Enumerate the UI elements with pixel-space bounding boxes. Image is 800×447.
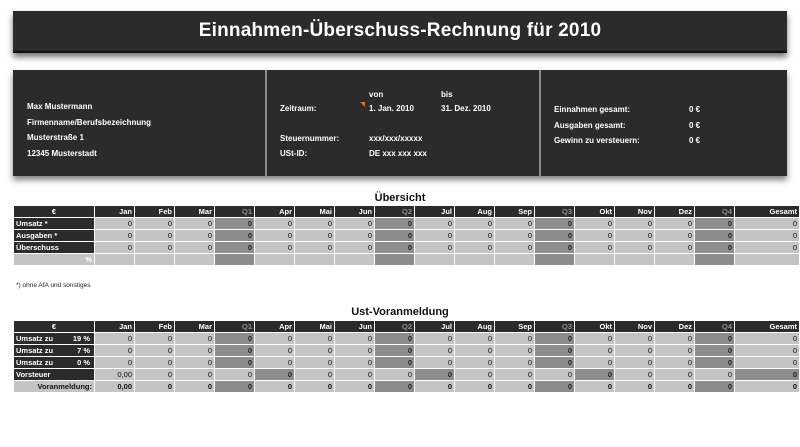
percent-cell [415,254,454,265]
header-row [14,206,799,217]
value-cell: 0 [215,333,254,344]
value-cell[interactable]: 0 [415,357,454,368]
value-cell[interactable]: 0 [175,218,214,229]
value-cell[interactable]: 0 [455,230,494,241]
ust-table [13,320,800,393]
value-cell[interactable]: 0 [95,333,134,344]
value-cell[interactable]: 0 [575,218,614,229]
voranmeldung-cell: 0 [335,381,374,392]
value-cell: 0 [735,218,799,229]
comment-marker-icon [360,102,365,107]
ustid-value[interactable]: DE xxx xxx xxx [369,149,427,158]
value-cell[interactable]: 0 [655,333,694,344]
row-label-text: Umsatz zu [16,358,54,367]
ustid-label: USt-ID: [280,149,308,158]
header-info-panel [13,70,787,176]
voranmeldung-cell: 0 [495,381,534,392]
value-cell[interactable]: 0 [255,345,294,356]
value-cell[interactable]: 0 [615,333,654,344]
value-cell[interactable]: 0 [295,369,334,380]
value-cell[interactable]: 0 [575,242,614,253]
value-cell[interactable]: 0 [95,357,134,368]
value-cell[interactable]: 0 [335,230,374,241]
value-cell: 0 [695,242,734,253]
value-cell[interactable]: 0 [455,369,494,380]
value-cell[interactable]: 0 [135,345,174,356]
column-header: Feb [135,206,174,217]
value-cell[interactable]: 0 [615,357,654,368]
value-cell: 0 [735,242,799,253]
column-header: Jun [335,321,374,332]
column-header: Q3 [535,321,574,332]
row-label [14,345,94,356]
value-cell[interactable]: 0 [575,230,614,241]
value-cell: 0 [375,333,414,344]
column-header: Q1 [215,321,254,332]
column-header: Q3 [535,206,574,217]
percent-cell [655,254,694,265]
ust-title: Ust-Voranmeldung [351,306,449,318]
table-row [14,369,799,380]
value-cell: 0 [375,230,414,241]
value-cell[interactable]: 0 [255,230,294,241]
table-row [14,242,799,253]
einnahmen-label: Einnahmen gesamt: [554,105,631,114]
value-cell[interactable]: 0 [255,242,294,253]
company-city[interactable]: 12345 Musterstadt [27,149,97,158]
value-cell[interactable]: 0 [135,242,174,253]
value-cell[interactable]: 0 [135,230,174,241]
value-cell[interactable]: 0 [255,218,294,229]
value-cell[interactable]: 0 [375,369,414,380]
column-header: Q2 [375,206,414,217]
tax-rate: 0 % [77,358,90,367]
value-cell: 0 [735,357,799,368]
column-header: Mar [175,321,214,332]
column-header: Sep [495,321,534,332]
steuernummer-label: Steuernummer: [280,134,340,143]
value-cell[interactable]: 0 [615,369,654,380]
value-cell[interactable]: 0 [455,218,494,229]
value-cell: 0 [215,230,254,241]
row-label: Umsatz * [14,218,94,229]
value-cell[interactable]: 0 [495,230,534,241]
table-row [14,333,799,344]
table-row [14,230,799,241]
column-header: Gesamt [735,206,799,217]
value-cell[interactable]: 0 [95,345,134,356]
value-cell[interactable]: 0 [655,369,694,380]
voranmeldung-row [14,381,799,392]
zeitraum-label: Zeitraum: [280,104,317,113]
percent-cell [695,254,734,265]
voranmeldung-cell: 0 [255,381,294,392]
value-cell[interactable]: 0 [495,345,534,356]
row-label-text: Umsatz zu [16,334,54,343]
column-header: Nov [615,206,654,217]
value-cell: 0 [735,230,799,241]
value-cell[interactable]: 0 [95,242,134,253]
value-cell[interactable]: 0 [455,333,494,344]
percent-cell [615,254,654,265]
column-header: € [14,206,94,217]
value-cell: 0 [415,369,454,380]
column-header: Aug [455,206,494,217]
gewinn-value: 0 € [689,136,701,145]
value-cell[interactable]: 0 [335,218,374,229]
value-cell[interactable]: 0 [295,345,334,356]
value-cell[interactable]: 0 [415,230,454,241]
value-cell[interactable]: 0 [295,333,334,344]
voranmeldung-cell: 0 [455,381,494,392]
voranmeldung-cell: 0 [215,381,254,392]
percent-cell [375,254,414,265]
tax-rate: 19 % [72,334,90,343]
value-cell[interactable]: 0 [455,345,494,356]
column-header: Apr [255,321,294,332]
value-cell[interactable]: 0 [455,242,494,253]
column-header: Q1 [215,206,254,217]
voranmeldung-cell: 0 [415,381,454,392]
row-label-text: Vorsteuer [16,370,51,379]
percent-cell [495,254,534,265]
percent-cell [255,254,294,265]
voranmeldung-label: Voranmeldung: [14,381,94,392]
period-from[interactable]: 1. Jan. 2010 [369,104,414,113]
column-header: Mai [295,321,334,332]
value-cell[interactable]: 0 [175,369,214,380]
row-label [14,369,94,380]
row-label [14,333,94,344]
uebersicht-title: Übersicht [374,192,426,204]
column-header: Dez [655,206,694,217]
value-cell: 0 [735,369,799,380]
company-name[interactable]: Max Mustermann [27,102,93,111]
column-header: Nov [615,321,654,332]
value-cell[interactable]: 0 [415,242,454,253]
value-cell[interactable]: 0 [615,230,654,241]
column-header: Jul [415,321,454,332]
value-cell[interactable]: 0 [175,345,214,356]
value-cell[interactable]: 0 [655,357,694,368]
value-cell[interactable]: 0 [535,369,574,380]
column-header: Okt [575,321,614,332]
header-row [14,321,799,332]
value-cell[interactable]: 0 [655,230,694,241]
percent-row [14,254,799,265]
column-header: Mar [175,206,214,217]
value-cell[interactable]: 0 [455,357,494,368]
tax-rate: 7 % [77,346,90,355]
value-cell[interactable]: 0 [295,357,334,368]
title-banner [13,11,787,53]
value-cell: 0 [695,218,734,229]
percent-cell [135,254,174,265]
voranmeldung-cell: 0 [535,381,574,392]
value-cell: 0 [575,369,614,380]
value-cell: 0 [695,333,734,344]
value-cell[interactable]: 0 [495,333,534,344]
einnahmen-value: 0 € [689,105,701,114]
voranmeldung-cell: 0 [575,381,614,392]
row-label-text: Umsatz zu [16,346,54,355]
uebersicht-table [13,205,800,266]
column-header: Jan [95,206,134,217]
percent-label: % [14,254,94,265]
value-cell[interactable]: 0 [335,333,374,344]
company-street[interactable]: Musterstraße 1 [27,133,84,142]
percent-cell [735,254,799,265]
voranmeldung-cell: 0 [295,381,334,392]
value-cell[interactable]: 0 [655,345,694,356]
column-header: Sep [495,206,534,217]
percent-cell [295,254,334,265]
value-cell: 0 [215,218,254,229]
column-header: Aug [455,321,494,332]
value-cell[interactable]: 0 [655,242,694,253]
column-header: Gesamt [735,321,799,332]
percent-cell [575,254,614,265]
gewinn-label: Gewinn zu versteuern: [554,136,640,145]
value-cell[interactable]: 0 [175,333,214,344]
value-cell[interactable]: 0 [295,230,334,241]
vorsteuer-rate: 0,00 [95,369,134,380]
percent-cell [95,254,134,265]
percent-cell [335,254,374,265]
column-header: Jan [95,321,134,332]
value-cell[interactable]: 0 [95,218,134,229]
value-cell: 0 [535,333,574,344]
column-header: Okt [575,206,614,217]
value-cell[interactable]: 0 [415,345,454,356]
column-header: Q4 [695,321,734,332]
voranmeldung-first: 0,00 [95,381,134,392]
percent-cell [455,254,494,265]
value-cell[interactable]: 0 [655,218,694,229]
value-cell[interactable]: 0 [415,218,454,229]
voranmeldung-cell: 0 [695,381,734,392]
bis-label: bis [441,90,453,99]
value-cell: 0 [215,242,254,253]
footnote: *) ohne AfA und sonstiges [16,282,91,289]
column-header: Mai [295,206,334,217]
value-cell: 0 [695,345,734,356]
value-cell[interactable]: 0 [615,218,654,229]
ausgaben-label: Ausgaben gesamt: [554,121,626,130]
value-cell[interactable]: 0 [575,345,614,356]
value-cell[interactable]: 0 [335,369,374,380]
company-subtitle[interactable]: Firmenname/Berufsbezeichnung [27,118,152,127]
value-cell: 0 [375,218,414,229]
value-cell[interactable]: 0 [495,369,534,380]
value-cell[interactable]: 0 [135,333,174,344]
value-cell[interactable]: 0 [255,333,294,344]
value-cell[interactable]: 0 [295,242,334,253]
value-cell: 0 [375,242,414,253]
value-cell[interactable]: 0 [95,230,134,241]
value-cell[interactable]: 0 [695,369,734,380]
value-cell[interactable]: 0 [255,357,294,368]
column-header: Apr [255,206,294,217]
percent-cell [535,254,574,265]
value-cell[interactable]: 0 [175,357,214,368]
value-cell: 0 [695,357,734,368]
table-row [14,218,799,229]
period-to[interactable]: 31. Dez. 2010 [441,104,491,113]
value-cell[interactable]: 0 [135,218,174,229]
voranmeldung-cell: 0 [135,381,174,392]
percent-cell [175,254,214,265]
ausgaben-value: 0 € [689,121,701,130]
column-header: Jun [335,206,374,217]
value-cell: 0 [535,345,574,356]
row-label [14,357,94,368]
value-cell[interactable]: 0 [175,242,214,253]
value-cell: 0 [735,333,799,344]
value-cell[interactable]: 0 [495,242,534,253]
column-header: Dez [655,321,694,332]
column-header: Q4 [695,206,734,217]
value-cell[interactable]: 0 [575,333,614,344]
value-cell: 0 [375,357,414,368]
percent-cell [215,254,254,265]
voranmeldung-cell: 0 [375,381,414,392]
column-header: € [14,321,94,332]
value-cell: 0 [375,345,414,356]
value-cell: 0 [735,345,799,356]
value-cell[interactable]: 0 [495,218,534,229]
value-cell: 0 [215,357,254,368]
column-header: Q2 [375,321,414,332]
steuernummer-value[interactable]: xxx/xxx/xxxxx [369,134,423,143]
value-cell: 0 [535,242,574,253]
value-cell[interactable]: 0 [575,357,614,368]
value-cell[interactable]: 0 [295,218,334,229]
value-cell: 0 [535,218,574,229]
row-label: Ausgaben * [14,230,94,241]
value-cell[interactable]: 0 [415,333,454,344]
voranmeldung-cell: 0 [175,381,214,392]
value-cell[interactable]: 0 [615,242,654,253]
table-row [14,345,799,356]
voranmeldung-cell: 0 [735,381,799,392]
value-cell: 0 [695,230,734,241]
value-cell[interactable]: 0 [335,242,374,253]
value-cell[interactable]: 0 [335,357,374,368]
page-title: Einnahmen-Überschuss-Rechnung für 2010 [198,20,602,41]
column-header: Jul [415,206,454,217]
value-cell[interactable]: 0 [135,357,174,368]
von-label: von [369,90,384,99]
value-cell: 0 [535,357,574,368]
period-column [267,70,541,176]
value-cell[interactable]: 0 [175,230,214,241]
value-cell[interactable]: 0 [615,345,654,356]
value-cell: 0 [255,369,294,380]
column-header: Feb [135,321,174,332]
voranmeldung-cell: 0 [615,381,654,392]
value-cell[interactable]: 0 [135,369,174,380]
voranmeldung-cell: 0 [655,381,694,392]
value-cell: 0 [535,230,574,241]
table-row [14,357,799,368]
value-cell[interactable]: 0 [495,357,534,368]
value-cell: 0 [215,345,254,356]
value-cell[interactable]: 0 [215,369,254,380]
value-cell[interactable]: 0 [335,345,374,356]
row-label: Überschuss [14,242,94,253]
